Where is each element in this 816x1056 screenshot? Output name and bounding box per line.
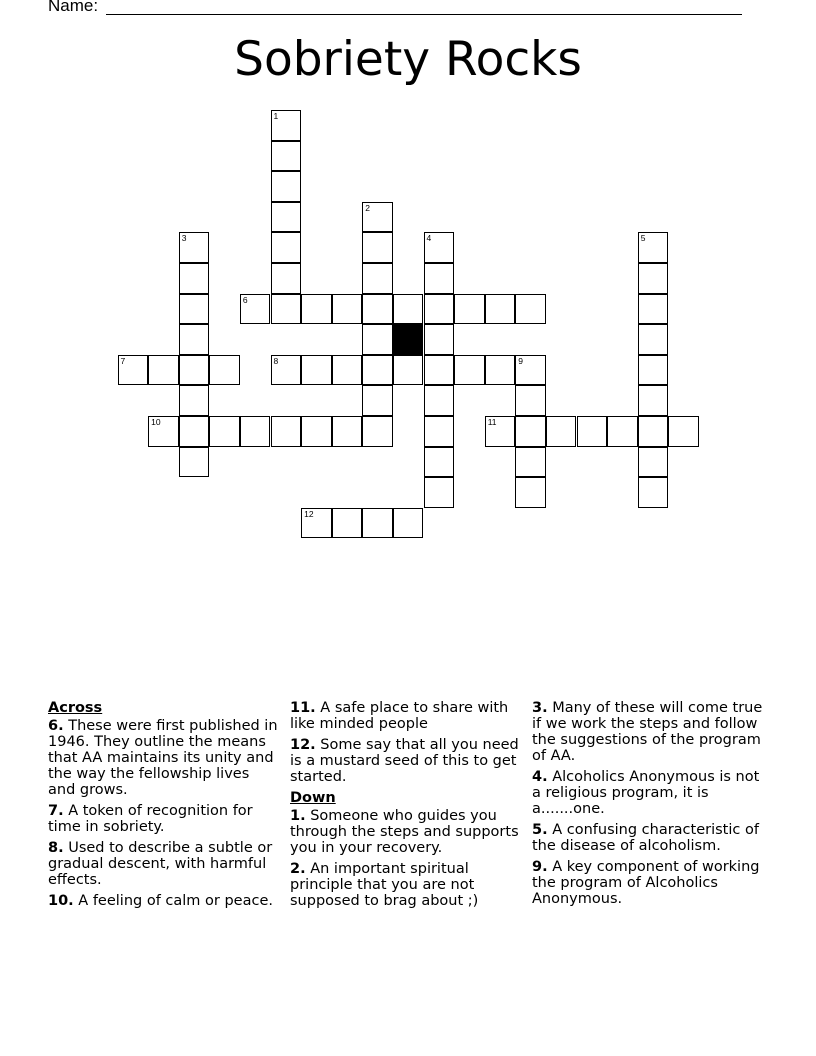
clue-item bbox=[48, 803, 280, 835]
clue-number-label: 12. bbox=[290, 737, 316, 753]
clue-item bbox=[290, 700, 526, 732]
grid-cell[interactable] bbox=[148, 416, 179, 447]
grid-cell[interactable] bbox=[607, 416, 638, 447]
grid-cell[interactable] bbox=[515, 385, 546, 416]
grid-cell[interactable] bbox=[301, 294, 332, 325]
grid-cell[interactable] bbox=[271, 110, 302, 141]
grid-cell[interactable] bbox=[148, 355, 179, 386]
grid-cell[interactable] bbox=[424, 263, 455, 294]
grid-cell[interactable] bbox=[424, 447, 455, 478]
clue-number-label: 6. bbox=[48, 718, 64, 734]
clue-item bbox=[290, 737, 526, 785]
clue-number-label: 1. bbox=[290, 808, 306, 824]
clue-item bbox=[290, 861, 526, 909]
clue-number: 7 bbox=[120, 355, 126, 366]
clue-item bbox=[532, 822, 768, 854]
grid-cell[interactable] bbox=[179, 294, 210, 325]
grid-cell[interactable] bbox=[179, 324, 210, 355]
clue-item bbox=[532, 700, 768, 764]
grid-cell[interactable] bbox=[362, 294, 393, 325]
grid-cell[interactable] bbox=[332, 294, 363, 325]
clue-text: A safe place to share with like minded people bbox=[290, 700, 509, 732]
grid-cell[interactable] bbox=[424, 477, 455, 508]
grid-cell[interactable] bbox=[668, 416, 699, 447]
clue-number-label: 2. bbox=[290, 861, 306, 877]
clue-text: Someone who guides you through the steps and supports you in your recovery. bbox=[290, 808, 519, 856]
grid-cell[interactable] bbox=[515, 416, 546, 447]
grid-cell[interactable] bbox=[301, 355, 332, 386]
grid-cell[interactable] bbox=[362, 355, 393, 386]
grid-cell[interactable] bbox=[332, 508, 363, 539]
clue-text: Alcoholics Anonymous is not a religious program, it is a.......one. bbox=[532, 769, 760, 817]
grid-cell[interactable] bbox=[179, 232, 210, 263]
clue-number: 2 bbox=[365, 202, 371, 213]
grid-cell[interactable] bbox=[209, 416, 240, 447]
clue-number-label: 10. bbox=[48, 893, 74, 909]
grid-cell[interactable] bbox=[638, 355, 669, 386]
grid-cell[interactable] bbox=[424, 416, 455, 447]
clue-text: A key component of working the program of Alcoholics Anonymous. bbox=[532, 859, 760, 907]
clue-number: 1 bbox=[273, 111, 279, 121]
clue-item bbox=[290, 808, 526, 856]
clue-number-label: 7. bbox=[48, 803, 64, 819]
grid-cell[interactable] bbox=[240, 294, 271, 325]
grid-cell[interactable] bbox=[301, 416, 332, 447]
clue-text: A confusing characteristic of the disease of alcoholism. bbox=[532, 822, 759, 854]
clue-number-label: 11. bbox=[290, 700, 316, 716]
clue-number: 3 bbox=[181, 233, 187, 244]
clues-column-2 bbox=[290, 700, 526, 914]
grid-cell[interactable] bbox=[240, 416, 271, 447]
clues-column-1 bbox=[48, 700, 280, 914]
grid-cell[interactable] bbox=[638, 232, 669, 263]
grid-cell[interactable] bbox=[638, 324, 669, 355]
grid-cell[interactable] bbox=[638, 416, 669, 447]
black-square bbox=[393, 324, 424, 355]
grid-cell[interactable] bbox=[362, 385, 393, 416]
grid-cell[interactable] bbox=[546, 416, 577, 447]
clue-number: 9 bbox=[518, 355, 524, 366]
clue-item bbox=[48, 893, 280, 909]
grid-cell[interactable] bbox=[638, 385, 669, 416]
clue-item bbox=[532, 859, 768, 907]
grid-cell[interactable] bbox=[271, 141, 302, 172]
grid-cell[interactable] bbox=[271, 416, 302, 447]
grid-cell[interactable] bbox=[485, 416, 516, 447]
grid-cell[interactable] bbox=[424, 355, 455, 386]
grid-cell[interactable] bbox=[424, 324, 455, 355]
clue-item bbox=[532, 769, 768, 817]
grid-cell[interactable] bbox=[271, 171, 302, 202]
clue-text: A feeling of calm or peace. bbox=[73, 893, 273, 909]
clue-number: 6 bbox=[242, 294, 248, 305]
clue-number: 4 bbox=[426, 233, 432, 244]
grid-cell[interactable] bbox=[332, 355, 363, 386]
grid-cell[interactable] bbox=[362, 202, 393, 233]
grid-cell[interactable] bbox=[209, 355, 240, 386]
clue-text: An important spiritual principle that you are not supposed to brag about ;) bbox=[290, 861, 479, 909]
clue-number: 8 bbox=[273, 355, 279, 366]
clue-number-label: 9. bbox=[532, 859, 548, 875]
clue-item bbox=[48, 718, 280, 798]
grid-cell[interactable] bbox=[577, 416, 608, 447]
grid-cell[interactable] bbox=[638, 447, 669, 478]
grid-cell[interactable] bbox=[485, 355, 516, 386]
grid-cell[interactable] bbox=[515, 477, 546, 508]
clue-number-label: 4. bbox=[532, 769, 548, 785]
puzzle-title: Sobriety Rocks bbox=[234, 32, 582, 87]
grid-cell[interactable] bbox=[179, 385, 210, 416]
down-heading: Down bbox=[290, 790, 336, 806]
clue-number: 12 bbox=[304, 508, 314, 519]
clue-number: 11 bbox=[487, 417, 497, 427]
clue-number-label: 8. bbox=[48, 840, 64, 856]
grid-cell[interactable] bbox=[638, 263, 669, 294]
grid-cell[interactable] bbox=[393, 508, 424, 539]
grid-cell[interactable] bbox=[271, 294, 302, 325]
grid-cell[interactable] bbox=[362, 263, 393, 294]
grid-cell[interactable] bbox=[179, 416, 210, 447]
grid-cell[interactable] bbox=[179, 447, 210, 478]
grid-cell[interactable] bbox=[118, 355, 149, 386]
clue-text: Many of these will come true if we work the steps and follow the suggestions of the program of AA. bbox=[532, 700, 763, 764]
grid-cell[interactable] bbox=[362, 232, 393, 263]
grid-cell[interactable] bbox=[515, 355, 546, 386]
clue-number-label: 3. bbox=[532, 700, 548, 716]
grid-cell[interactable] bbox=[638, 477, 669, 508]
grid-cell[interactable] bbox=[362, 508, 393, 539]
clue-text: A token of recognition for time in sobriety. bbox=[48, 803, 253, 835]
grid-cell[interactable] bbox=[424, 385, 455, 416]
grid-cell[interactable] bbox=[271, 355, 302, 386]
grid-cell[interactable] bbox=[393, 355, 424, 386]
grid-cell[interactable] bbox=[424, 294, 455, 325]
grid-cell[interactable] bbox=[454, 355, 485, 386]
clue-number: 10 bbox=[151, 417, 161, 427]
clues-column-3 bbox=[532, 700, 768, 912]
grid-cell[interactable] bbox=[515, 447, 546, 478]
grid-cell[interactable] bbox=[332, 416, 363, 447]
grid-cell[interactable] bbox=[362, 324, 393, 355]
clue-text: Some say that all you need is a mustard seed of this to get started. bbox=[290, 737, 519, 785]
clue-number-label: 5. bbox=[532, 822, 548, 838]
grid-cell[interactable] bbox=[271, 232, 302, 263]
grid-cell[interactable] bbox=[301, 508, 332, 539]
grid-cell[interactable] bbox=[424, 232, 455, 263]
grid-cell[interactable] bbox=[393, 294, 424, 325]
clue-text: Used to describe a subtle or gradual descent, with harmful effects. bbox=[48, 840, 273, 888]
grid-cell[interactable] bbox=[271, 202, 302, 233]
grid-cell[interactable] bbox=[515, 294, 546, 325]
grid-cell[interactable] bbox=[179, 355, 210, 386]
name-label: Name: bbox=[48, 0, 99, 15]
grid-cell[interactable] bbox=[485, 294, 516, 325]
clue-text: These were first published in 1946. They outline the means that AA maintains its unity and the way the fellowship lives and grows. bbox=[48, 718, 278, 798]
grid-cell[interactable] bbox=[454, 294, 485, 325]
across-heading: Across bbox=[48, 700, 103, 716]
clue-number: 5 bbox=[640, 233, 646, 244]
clue-item bbox=[48, 840, 280, 888]
grid-cell[interactable] bbox=[638, 294, 669, 325]
grid-cell[interactable] bbox=[179, 263, 210, 294]
grid-cell[interactable] bbox=[362, 416, 393, 447]
grid-cell[interactable] bbox=[271, 263, 302, 294]
